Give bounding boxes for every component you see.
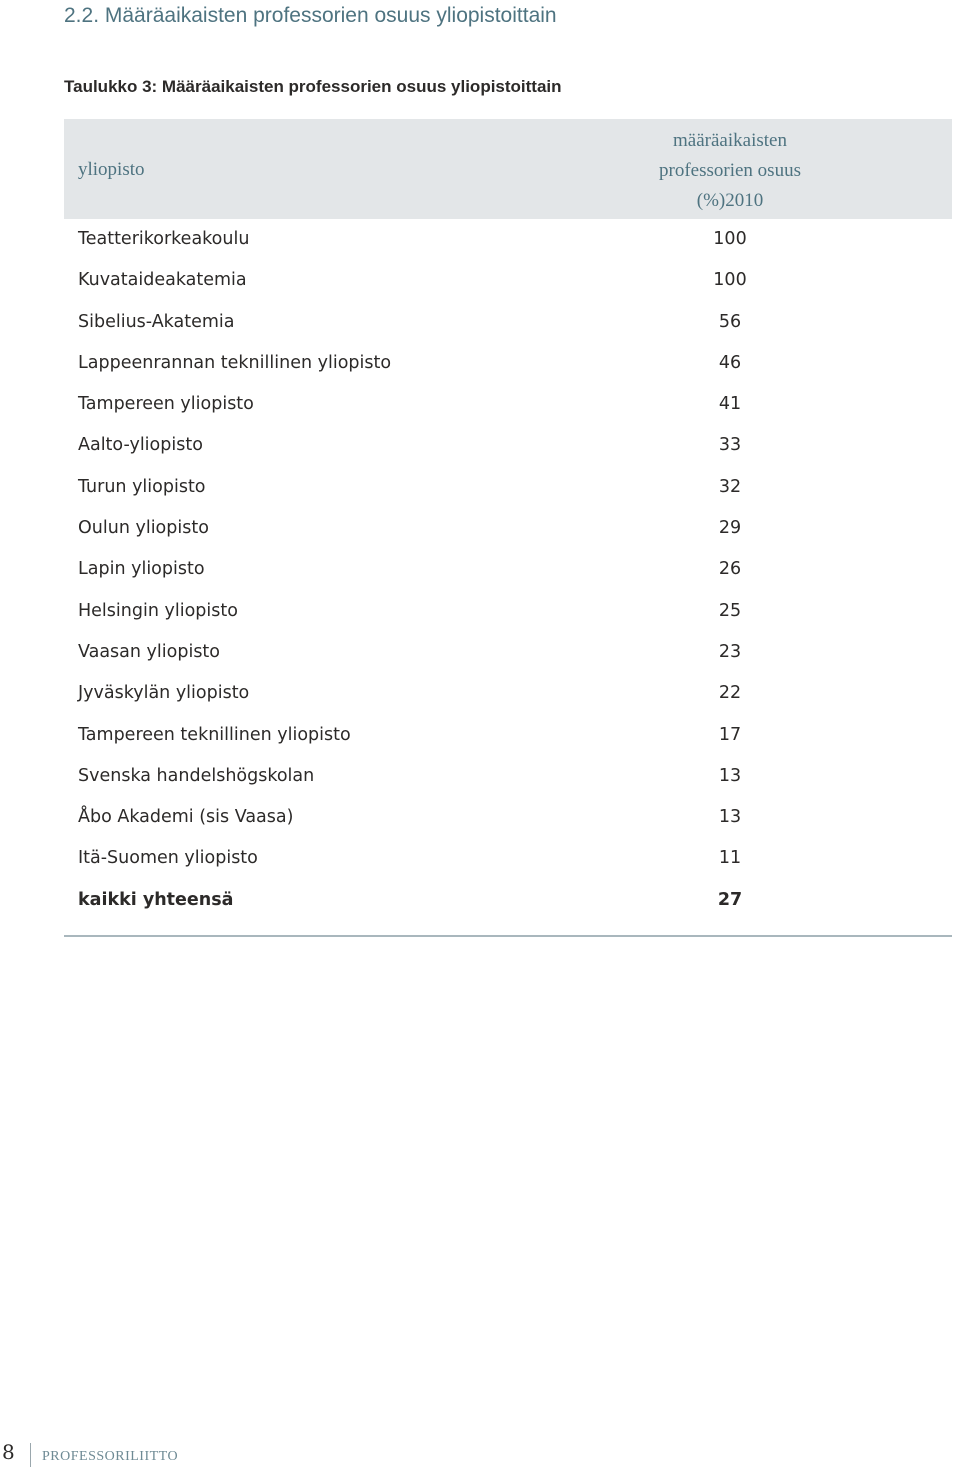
- row-university-name: Svenska handelshögskolan: [78, 765, 315, 786]
- table-row: [64, 220, 952, 261]
- table-row: [64, 344, 952, 385]
- row-share-value: 100: [713, 229, 747, 249]
- table-row: [64, 674, 952, 715]
- table-row: [64, 261, 952, 302]
- row-share-value: 22: [718, 683, 742, 704]
- total-label: kaikki yhteensä: [78, 889, 234, 910]
- table-row: [64, 426, 952, 467]
- page-number: 8: [2, 1440, 15, 1464]
- footer-organization: PROFESSORILIITTO: [42, 1449, 179, 1464]
- section-heading: 2.2. Määräaikaisten professorien osuus yliopistoittain: [64, 4, 557, 27]
- row-university-name: Lapin yliopisto: [78, 559, 205, 580]
- row-share-value: 46: [718, 352, 742, 373]
- table-row: [64, 592, 952, 633]
- row-university-name: Aalto-yliopisto: [78, 435, 203, 456]
- column-header-share-line1: määräaikaisten: [673, 130, 787, 151]
- table-row: [64, 839, 952, 880]
- row-share-value: 13: [718, 807, 742, 828]
- row-university-name: Kuvataideakatemia: [78, 270, 247, 291]
- table-total-row: [64, 881, 952, 922]
- row-university-name: Åbo Akademi (sis Vaasa): [78, 807, 294, 828]
- table-row: [64, 757, 952, 798]
- column-header-share-line2: professorien osuus: [659, 160, 801, 181]
- row-share-value: 25: [718, 600, 742, 621]
- row-university-name: Turun yliopisto: [78, 476, 206, 497]
- table-row: [64, 550, 952, 591]
- row-share-value: 23: [718, 641, 742, 662]
- row-university-name: Teatterikorkeakoulu: [78, 229, 250, 249]
- table-row: [64, 509, 952, 550]
- table-row: [64, 385, 952, 426]
- table-row: [64, 716, 952, 757]
- total-value: 27: [717, 889, 743, 910]
- row-share-value: 26: [718, 559, 742, 580]
- table-row: [64, 303, 952, 344]
- row-university-name: Itä-Suomen yliopisto: [78, 848, 258, 869]
- table-header: [64, 119, 952, 219]
- column-header-share: [630, 126, 830, 216]
- footer-divider: [30, 1443, 31, 1467]
- row-share-value: 11: [718, 848, 742, 869]
- row-university-name: Helsingin yliopisto: [78, 600, 238, 621]
- row-university-name: Tampereen teknillinen yliopisto: [78, 724, 351, 745]
- table-body: [64, 220, 952, 922]
- row-university-name: Lappeenrannan teknillinen yliopisto: [78, 352, 392, 373]
- row-share-value: 33: [718, 435, 742, 456]
- table-row: [64, 468, 952, 509]
- row-share-value: 32: [718, 476, 742, 497]
- row-share-value: 17: [718, 724, 742, 745]
- table-bottom-rule: [64, 935, 952, 937]
- column-header-share-line3: (%)2010: [696, 190, 764, 211]
- table-caption: Taulukko 3: Määräaikaisten professorien osuus yliopistoittain: [64, 77, 562, 96]
- row-share-value: 29: [718, 518, 742, 539]
- column-header-university: yliopisto: [78, 159, 145, 180]
- row-share-value: 13: [718, 765, 742, 786]
- row-share-value: 56: [718, 311, 742, 332]
- row-university-name: Jyväskylän yliopisto: [78, 683, 250, 704]
- row-university-name: Vaasan yliopisto: [78, 641, 220, 662]
- row-university-name: Tampereen yliopisto: [78, 394, 254, 415]
- row-university-name: Sibelius-Akatemia: [78, 311, 235, 332]
- row-share-value: 41: [718, 394, 742, 415]
- row-university-name: Oulun yliopisto: [78, 518, 209, 539]
- table-row: [64, 798, 952, 839]
- table-row: [64, 633, 952, 674]
- row-share-value: 100: [713, 270, 747, 291]
